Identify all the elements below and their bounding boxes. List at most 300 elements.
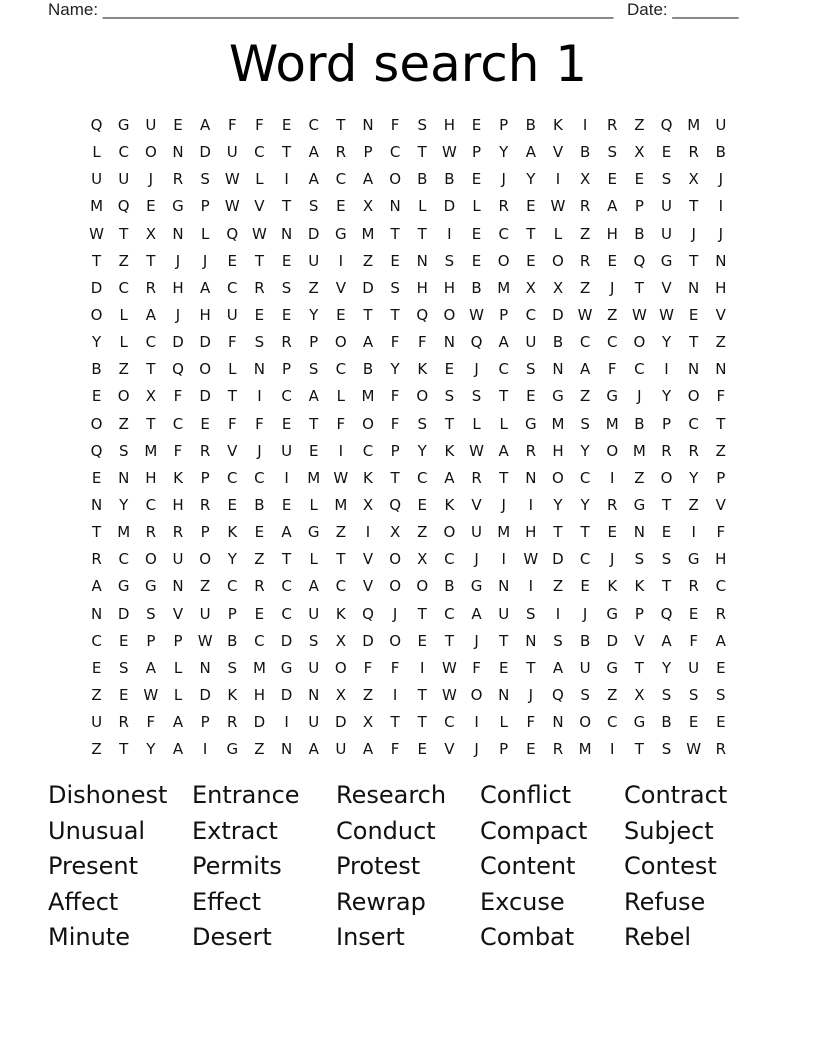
- grid-letter: X: [688, 170, 699, 189]
- grid-letter: D: [199, 333, 211, 352]
- grid-letter: H: [145, 468, 157, 487]
- grid-letter: C: [335, 360, 347, 379]
- grid-letter: T: [444, 631, 454, 650]
- grid-letter: J: [637, 387, 642, 406]
- grid-letter: E: [607, 251, 617, 270]
- grid-letter: C: [498, 224, 509, 243]
- grid-letter: Y: [390, 360, 400, 379]
- grid-letter: X: [362, 495, 374, 514]
- grid-letter: C: [335, 170, 347, 189]
- letter-grid: [83, 112, 734, 763]
- grid-letter: H: [253, 685, 266, 704]
- grid-letter: C: [227, 577, 238, 596]
- grid-letter: R: [715, 740, 727, 759]
- grid-letter: D: [199, 387, 211, 406]
- grid-letter: I: [338, 441, 344, 460]
- grid-letter: F: [173, 387, 183, 406]
- grid-letter: E: [254, 604, 265, 623]
- grid-letter: P: [716, 468, 726, 487]
- grid-letter: R: [172, 523, 184, 542]
- grid-letter: O: [687, 387, 700, 406]
- grid-letter: R: [579, 197, 591, 216]
- grid-letter: D: [362, 631, 374, 650]
- grid-letter: T: [417, 713, 427, 732]
- grid-letter: B: [444, 577, 455, 596]
- grid-letter: R: [91, 550, 102, 569]
- word-list-item: Insert: [336, 923, 405, 951]
- grid-letter: T: [417, 224, 427, 243]
- grid-letter: M: [687, 116, 701, 134]
- grid-letter: M: [551, 414, 565, 433]
- grid-letter: Y: [553, 495, 563, 514]
- grid-letter: O: [199, 550, 212, 569]
- grid-letter: S: [607, 143, 617, 162]
- grid-letter: R: [227, 713, 238, 732]
- grid-letter: P: [634, 604, 644, 623]
- grid-letter: C: [498, 360, 509, 379]
- grid-letter: S: [444, 251, 455, 270]
- grid-letter: C: [688, 414, 699, 433]
- grid-letter: O: [334, 333, 347, 352]
- grid-letter: J: [474, 631, 479, 650]
- grid-letter: C: [634, 360, 645, 379]
- grid-letter: R: [661, 441, 672, 460]
- grid-letter: T: [499, 468, 509, 487]
- grid-letter: G: [226, 740, 239, 759]
- grid-letter: W: [441, 143, 457, 162]
- grid-letter: A: [498, 333, 509, 352]
- grid-letter: E: [254, 523, 265, 542]
- grid-letter: U: [661, 197, 673, 216]
- date-line: Date: _______: [627, 0, 739, 19]
- grid-letter: E: [146, 197, 156, 216]
- grid-letter: I: [664, 360, 669, 379]
- grid-letter: Q: [389, 495, 402, 514]
- grid-letter: O: [443, 305, 456, 324]
- grid-letter: T: [526, 658, 536, 677]
- grid-letter: Z: [362, 251, 374, 270]
- grid-letter: O: [416, 577, 429, 596]
- grid-letter: N: [90, 604, 103, 623]
- grid-letter: S: [580, 685, 590, 704]
- grid-letter: O: [389, 631, 402, 650]
- grid-letter: R: [552, 740, 564, 759]
- grid-letter: G: [117, 116, 130, 134]
- grid-letter: E: [281, 116, 292, 134]
- grid-letter: Y: [417, 441, 427, 460]
- grid-letter: F: [146, 713, 156, 732]
- grid-letter: H: [443, 278, 456, 297]
- grid-letter: N: [498, 685, 510, 704]
- grid-letter: U: [172, 550, 184, 569]
- grid-letter: S: [118, 658, 129, 677]
- grid-letter: V: [444, 740, 455, 759]
- grid-letter: F: [227, 333, 237, 352]
- grid-letter: D: [253, 713, 266, 732]
- grid-letter: V: [362, 550, 374, 569]
- grid-letter: M: [497, 523, 511, 542]
- grid-letter: C: [172, 414, 184, 433]
- grid-letter: W: [333, 468, 349, 487]
- grid-letter: R: [579, 251, 591, 270]
- grid-letter: E: [281, 414, 292, 433]
- grid-letter: B: [579, 631, 591, 650]
- grid-letter: J: [718, 170, 724, 189]
- grid-letter: C: [227, 468, 238, 487]
- grid-letter: W: [224, 197, 240, 216]
- word-list-item: Entrance: [192, 781, 300, 809]
- word-list-item: Dishonest: [48, 781, 168, 809]
- grid-letter: F: [390, 116, 400, 134]
- grid-letter: C: [145, 333, 157, 352]
- grid-letter: D: [117, 604, 130, 623]
- grid-letter: R: [281, 333, 292, 352]
- grid-letter: G: [470, 577, 483, 596]
- grid-letter: O: [334, 658, 347, 677]
- grid-letter: U: [715, 116, 727, 134]
- grid-letter: V: [254, 197, 265, 216]
- grid-letter: D: [199, 143, 211, 162]
- grid-letter: S: [390, 278, 400, 297]
- grid-letter: G: [145, 577, 157, 596]
- grid-letter: G: [633, 495, 646, 514]
- grid-letter: N: [280, 740, 293, 759]
- grid-letter: W: [577, 305, 593, 324]
- grid-letter: U: [145, 116, 157, 134]
- grid-letter: W: [224, 170, 240, 189]
- word-list-item: Permits: [192, 852, 282, 880]
- grid-letter: O: [389, 577, 402, 596]
- grid-letter: C: [444, 550, 455, 569]
- grid-letter: R: [525, 441, 537, 460]
- word-list-item: Combat: [480, 923, 575, 951]
- grid-letter: T: [281, 197, 292, 216]
- grid-letter: Y: [661, 333, 672, 352]
- grid-letter: W: [441, 658, 457, 677]
- grid-letter: U: [226, 305, 238, 324]
- grid-letter: S: [580, 414, 590, 433]
- grid-letter: Z: [254, 740, 265, 759]
- grid-letter: A: [579, 360, 591, 379]
- grid-letter: B: [661, 713, 672, 732]
- grid-letter: V: [172, 604, 184, 623]
- grid-letter: E: [607, 170, 617, 189]
- grid-letter: E: [688, 305, 699, 324]
- grid-letter: E: [173, 116, 183, 134]
- grid-letter: R: [471, 468, 482, 487]
- grid-letter: T: [146, 360, 156, 379]
- grid-letter: D: [307, 224, 320, 243]
- grid-letter: Y: [227, 550, 237, 569]
- grid-letter: S: [227, 658, 238, 677]
- grid-letter: S: [553, 631, 563, 650]
- grid-letter: O: [470, 685, 483, 704]
- grid-letter: E: [661, 523, 672, 542]
- grid-letter: V: [634, 631, 645, 650]
- grid-letter: E: [471, 170, 482, 189]
- grid-letter: I: [718, 197, 724, 216]
- grid-letter: M: [632, 441, 646, 460]
- grid-letter: B: [525, 116, 536, 134]
- grid-letter: M: [117, 523, 131, 542]
- grid-letter: M: [252, 658, 266, 677]
- name-line: Name: ______________________________________________________: [48, 0, 614, 19]
- grid-letter: L: [472, 197, 481, 216]
- grid-letter: E: [716, 658, 726, 677]
- grid-letter: U: [199, 604, 211, 623]
- grid-letter: A: [145, 305, 156, 324]
- grid-letter: Z: [579, 278, 591, 297]
- grid-letter: O: [117, 387, 130, 406]
- word-list-item: Excuse: [480, 887, 565, 916]
- grid-letter: N: [118, 468, 130, 487]
- grid-letter: D: [552, 550, 564, 569]
- grid-letter: N: [525, 468, 537, 487]
- grid-letter: T: [119, 740, 129, 759]
- grid-letter: R: [254, 278, 265, 297]
- grid-letter: S: [526, 360, 536, 379]
- grid-letter: P: [146, 631, 156, 650]
- grid-letter: P: [499, 116, 509, 134]
- grid-letter: U: [661, 224, 673, 243]
- grid-letter: T: [580, 523, 590, 542]
- grid-letter: D: [335, 713, 347, 732]
- word-list-item: Affect: [48, 887, 119, 916]
- grid-letter: Q: [226, 224, 239, 243]
- grid-letter: R: [254, 577, 265, 596]
- grid-letter: S: [200, 170, 210, 189]
- grid-letter: F: [417, 333, 427, 352]
- grid-letter: O: [144, 143, 157, 162]
- grid-letter: P: [173, 631, 183, 650]
- grid-letter: N: [715, 360, 727, 379]
- grid-letter: Z: [91, 685, 102, 704]
- grid-letter: G: [606, 658, 619, 677]
- grid-letter: E: [118, 631, 129, 650]
- grid-letter: W: [89, 224, 104, 243]
- word-list-item: Conflict: [480, 781, 572, 809]
- grid-letter: R: [715, 604, 727, 623]
- grid-letter: Y: [526, 170, 536, 189]
- grid-letter: N: [416, 251, 428, 270]
- grid-letter: Y: [580, 441, 590, 460]
- grid-letter: T: [689, 251, 699, 270]
- grid-letter: T: [390, 713, 400, 732]
- grid-letter: T: [417, 143, 427, 162]
- grid-letter: M: [605, 414, 619, 433]
- grid-letter: Z: [715, 333, 726, 352]
- grid-letter: F: [689, 631, 698, 650]
- grid-letter: I: [474, 713, 479, 732]
- grid-letter: G: [280, 658, 293, 677]
- grid-letter: C: [91, 631, 102, 650]
- grid-letter: G: [117, 577, 130, 596]
- word-list-item: Research: [336, 781, 447, 809]
- grid-letter: U: [525, 333, 537, 352]
- grid-letter: T: [281, 550, 292, 569]
- grid-letter: C: [389, 143, 401, 162]
- grid-letter: J: [474, 740, 479, 759]
- grid-letter: P: [499, 305, 509, 324]
- word-list-item: Contract: [624, 781, 728, 809]
- grid-letter: T: [336, 116, 346, 134]
- grid-letter: A: [308, 387, 319, 406]
- grid-letter: X: [525, 278, 536, 297]
- grid-letter: L: [119, 305, 128, 324]
- grid-letter: F: [526, 713, 536, 732]
- grid-letter: A: [308, 170, 319, 189]
- grid-letter: X: [335, 685, 346, 704]
- grid-letter: S: [118, 441, 129, 460]
- grid-letter: T: [716, 414, 726, 433]
- grid-letter: Q: [90, 116, 103, 134]
- grid-letter: U: [91, 713, 103, 732]
- grid-letter: E: [580, 577, 590, 596]
- grid-letter: Z: [579, 387, 591, 406]
- grid-letter: B: [362, 360, 374, 379]
- grid-letter: E: [336, 305, 346, 324]
- grid-letter: R: [199, 441, 211, 460]
- grid-letter: D: [199, 685, 211, 704]
- grid-letter: G: [687, 550, 700, 569]
- grid-letter: Z: [607, 685, 618, 704]
- grid-letter: T: [634, 740, 644, 759]
- grid-letter: O: [497, 251, 510, 270]
- grid-letter: F: [173, 441, 183, 460]
- grid-letter: B: [634, 414, 645, 433]
- grid-letter: M: [361, 387, 375, 406]
- grid-letter: K: [227, 523, 238, 542]
- grid-letter: C: [444, 713, 455, 732]
- grid-letter: C: [281, 604, 292, 623]
- grid-letter: A: [308, 740, 319, 759]
- grid-letter: A: [308, 577, 319, 596]
- grid-letter: E: [526, 197, 536, 216]
- grid-letter: D: [172, 333, 184, 352]
- grid-letter: W: [550, 197, 566, 216]
- grid-letter: N: [633, 523, 645, 542]
- grid-letter: G: [307, 523, 320, 542]
- word-list-item: Rewrap: [336, 887, 426, 916]
- grid-letter: E: [118, 685, 129, 704]
- grid-letter: Z: [552, 577, 564, 596]
- grid-letter: T: [227, 387, 237, 406]
- grid-letter: E: [417, 740, 427, 759]
- grid-letter: E: [308, 441, 319, 460]
- grid-letter: B: [91, 360, 102, 379]
- grid-letter: J: [582, 604, 588, 623]
- grid-letter: V: [661, 278, 672, 297]
- grid-letter: A: [715, 631, 726, 650]
- grid-letter: D: [362, 278, 374, 297]
- word-list-item: Content: [480, 852, 576, 880]
- grid-letter: B: [471, 278, 482, 297]
- grid-letter: E: [417, 631, 427, 650]
- grid-letter: Y: [580, 495, 590, 514]
- grid-letter: E: [526, 740, 536, 759]
- grid-letter: V: [715, 305, 726, 324]
- grid-letter: A: [200, 278, 211, 297]
- grid-letter: A: [308, 143, 319, 162]
- grid-letter: Y: [309, 305, 319, 324]
- grid-letter: J: [691, 224, 696, 243]
- grid-letter: E: [281, 305, 292, 324]
- grid-letter: M: [578, 740, 592, 759]
- grid-letter: O: [144, 550, 157, 569]
- grid-letter: G: [606, 387, 619, 406]
- grid-letter: D: [443, 197, 456, 216]
- grid-letter: I: [338, 251, 344, 270]
- grid-letter: F: [390, 658, 400, 677]
- grid-letter: F: [716, 523, 726, 542]
- grid-letter: I: [610, 740, 615, 759]
- grid-letter: I: [365, 523, 371, 542]
- grid-letter: T: [146, 251, 156, 270]
- grid-letter: Z: [634, 116, 645, 134]
- grid-letter: U: [226, 143, 238, 162]
- grid-letter: M: [497, 278, 511, 297]
- grid-letter: B: [552, 333, 564, 352]
- grid-letter: F: [227, 116, 237, 134]
- grid-letter: L: [173, 685, 183, 704]
- grid-letter: C: [254, 468, 265, 487]
- grid-letter: T: [91, 523, 102, 542]
- grid-letter: I: [392, 685, 398, 704]
- grid-letter: X: [145, 387, 156, 406]
- grid-letter: Y: [119, 495, 129, 514]
- grid-letter: E: [336, 197, 346, 216]
- grid-letter: Z: [308, 278, 319, 297]
- grid-letter: I: [528, 495, 534, 514]
- grid-letter: Q: [552, 685, 564, 704]
- grid-letter: E: [417, 495, 427, 514]
- grid-letter: F: [363, 658, 373, 677]
- grid-letter: C: [118, 550, 129, 569]
- grid-letter: G: [525, 414, 537, 433]
- grid-letter: U: [308, 713, 320, 732]
- grid-letter: N: [389, 197, 401, 216]
- grid-letter: H: [525, 523, 537, 542]
- grid-letter: Y: [661, 387, 672, 406]
- grid-letter: U: [91, 170, 103, 189]
- grid-letter: J: [392, 604, 398, 623]
- word-list-item: Desert: [192, 923, 272, 951]
- grid-letter: Q: [172, 360, 184, 379]
- grid-letter: R: [688, 441, 699, 460]
- grid-letter: S: [308, 360, 319, 379]
- grid-letter: C: [607, 333, 618, 352]
- grid-letter: S: [661, 740, 672, 759]
- grid-letter: T: [661, 495, 672, 514]
- grid-letter: L: [200, 224, 210, 243]
- grid-letter: E: [634, 170, 645, 189]
- grid-letter: K: [363, 468, 373, 487]
- grid-letter: H: [715, 278, 727, 297]
- grid-letter: W: [523, 550, 539, 569]
- grid-letter: X: [362, 197, 374, 216]
- grid-letter: A: [91, 577, 102, 596]
- grid-letter: C: [525, 305, 537, 324]
- grid-letter: L: [228, 360, 237, 379]
- grid-letter: B: [444, 170, 455, 189]
- grid-letter: Q: [660, 116, 673, 134]
- grid-letter: N: [715, 251, 727, 270]
- grid-letter: N: [253, 360, 266, 379]
- grid-letter: T: [146, 414, 156, 433]
- grid-letter: R: [118, 713, 129, 732]
- grid-letter: Z: [417, 523, 428, 542]
- grid-letter: C: [281, 387, 292, 406]
